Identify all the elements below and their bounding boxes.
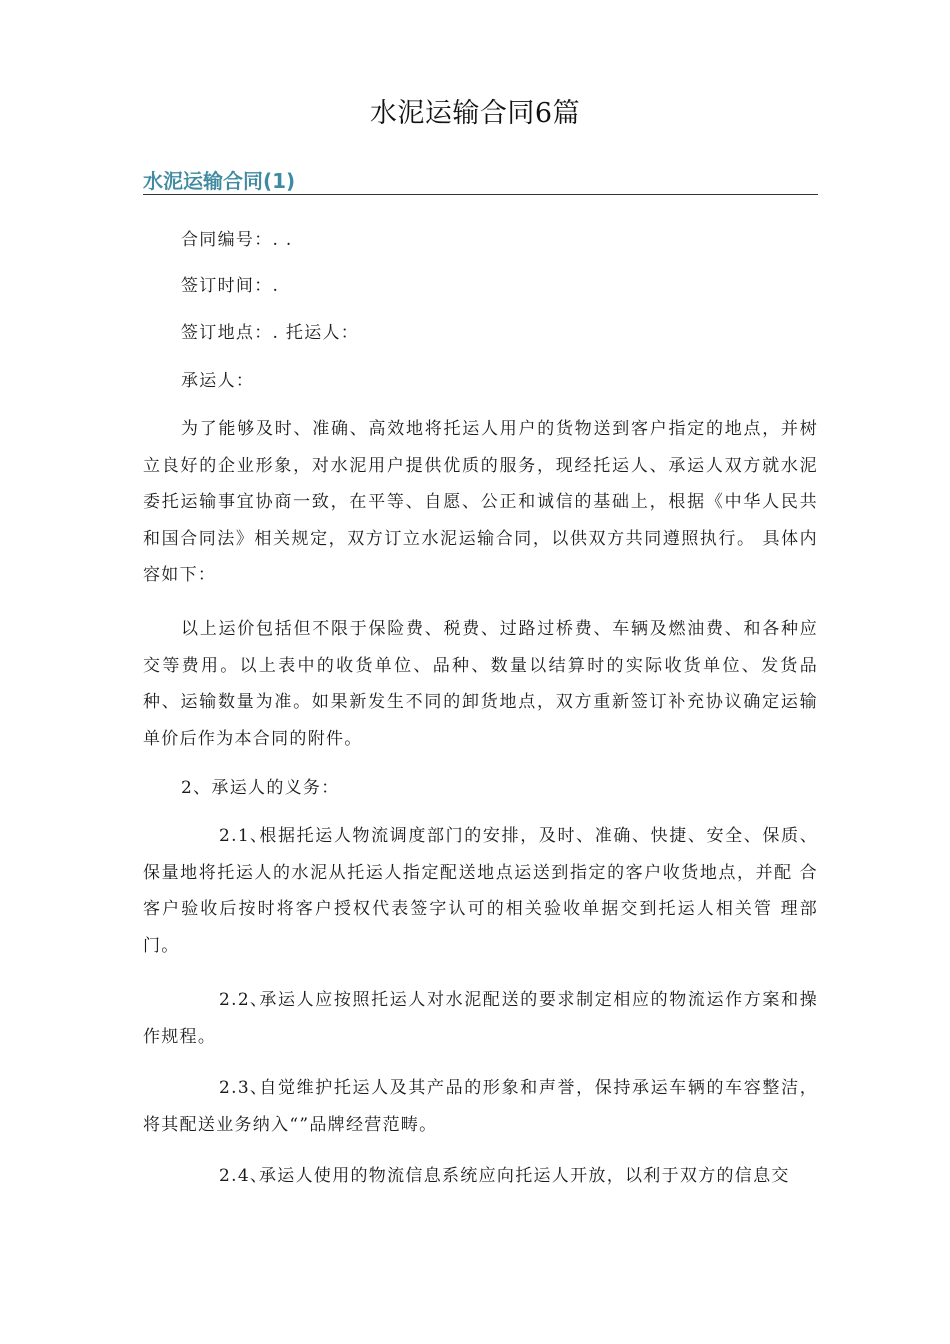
carrier-line: 承运人： [181, 371, 255, 391]
item-number: 2.4、 [219, 1166, 269, 1186]
obligation-item-2-1 [143, 818, 818, 964]
section-heading: 水泥运输合同(1) [143, 168, 818, 195]
item-number: 2.2、 [219, 990, 269, 1010]
contract-number-line: 合同编号：. . [181, 230, 293, 250]
obligation-item-2-2 [143, 982, 818, 1055]
sign-place-line: 签订地点：. 托运人： [181, 323, 360, 343]
obligation-item-2-3 [143, 1070, 818, 1143]
item-text: 承运人使用的物流信息系统应向托运人开放，以利于双方的信息交 [259, 1166, 790, 1186]
intro-paragraph: 为了能够及时、准确、高效地将托运人用户的货物送到客户指定的地点，并树立良好的企业形象，对水泥用户提供优质的服务，现经托运人、承运人双方就水泥委托运输事宜协商一致，在平等、自愿、公正和诚信的基础上，根据《中华人民共和国合同法》相关规定，双方订立水泥运输合同，以供双方共同遵照执行。 具体内容如下： [143, 419, 818, 585]
item-text: 自觉维护托运人及其产品的形象和声誉，保持承运车辆的车容整洁， 将其配送业务纳入“”品牌经营范畴。 [143, 1078, 818, 1135]
sign-time-line: 签订时间：. [181, 276, 280, 296]
item-number: 2.3、 [219, 1078, 269, 1098]
item-text: 根据托运人物流调度部门的安排，及时、准确、快捷、安全、保质、 保量地将托运人的水泥从托运人指定配送地点运送到指定的客户收货地点，并配 合客户验收后按时将客户授权代表签字认可的相关验收单据交到托运人相关管 理部门。 [143, 826, 818, 956]
obligation-item-2-4 [143, 1158, 818, 1195]
item-number: 2.1、 [219, 826, 269, 846]
obligations-heading: 2、承运人的义务： [181, 778, 340, 798]
price-paragraph: 以上运价包括但不限于保险费、税费、过路过桥费、车辆及燃油费、和各种应交等费用。以上表中的收货单位、品种、数量以结算时的实际收货单位、发货品种、运输数量为准。如果新发生不同的卸货地点，双方重新签订补充协议确定运输单价后作为本合同的附件。 [143, 619, 818, 749]
item-text: 承运人应按照托运人对水泥配送的要求制定相应的物流运作方案和操 作规程。 [143, 990, 818, 1047]
document-title: 水泥运输合同6篇 [369, 98, 581, 129]
